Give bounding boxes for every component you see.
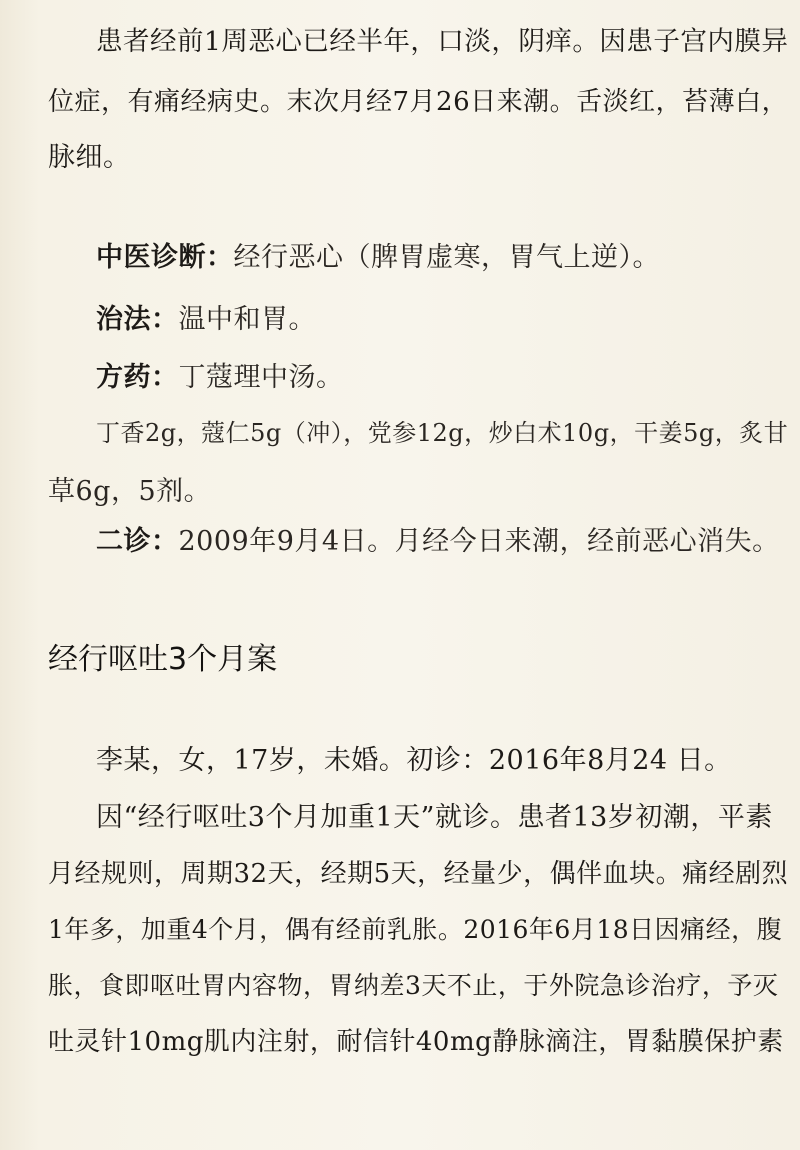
second-visit-text: 2009年9月4日。月经今日来潮，经前恶心消失。 xyxy=(178,526,780,557)
paragraph1-line2: 位症，有痛经病史。末次月经7月26日来潮。舌淡红，苔薄白， xyxy=(48,87,789,117)
section-heading: 经行呕吐3个月案 xyxy=(48,642,278,677)
case2-line6: 吐灵针10mg肌内注射，耐信针40mg静脉滴注，胃黏膜保护素 xyxy=(48,1027,784,1057)
case2-line3: 月经规则，周期32天，经期5天，经量少，偶伴血块。痛经剧烈 xyxy=(48,859,789,889)
paragraph1-line3: 脉细。 xyxy=(48,142,131,173)
case2-line5: 胀，食即呕吐胃内容物，胃纳差3天不止，于外院急诊治疗，予灭 xyxy=(48,971,779,1000)
case2-line4: 1年多，加重4个月，偶有经前乳胀。2016年6月18日因痛经，腹 xyxy=(48,915,783,944)
treatment-text: 温中和胃。 xyxy=(178,304,316,335)
prescription-line xyxy=(96,360,344,396)
diagnosis-line xyxy=(96,240,660,276)
diagnosis-label: 中医诊断： xyxy=(96,242,234,273)
second-visit-line xyxy=(96,524,780,560)
herbs-line1: 丁香2g，蔻仁5g（冲），党参12g，炒白术10g，干姜5g，炙甘 xyxy=(96,419,789,447)
second-visit-label: 二诊： xyxy=(96,526,179,557)
prescription-text: 丁蔻理中汤。 xyxy=(178,362,344,393)
case2-line1: 李某，女，17岁，未婚。初诊：2016年8月24 日。 xyxy=(96,745,732,776)
prescription-label: 方药： xyxy=(96,362,179,393)
treatment-label: 治法： xyxy=(96,304,179,335)
case2-line2: 因“经行呕吐3个月加重1天”就诊。患者13岁初潮，平素 xyxy=(96,802,773,833)
herbs-line2: 草6g，5剂。 xyxy=(48,476,212,507)
paragraph1-line1: 患者经前1周恶心已经半年，口淡，阴痒。因患子宫内膜异 xyxy=(96,26,789,57)
diagnosis-text: 经行恶心（脾胃虚寒，胃气上逆）。 xyxy=(233,242,660,273)
treatment-line xyxy=(96,302,316,338)
